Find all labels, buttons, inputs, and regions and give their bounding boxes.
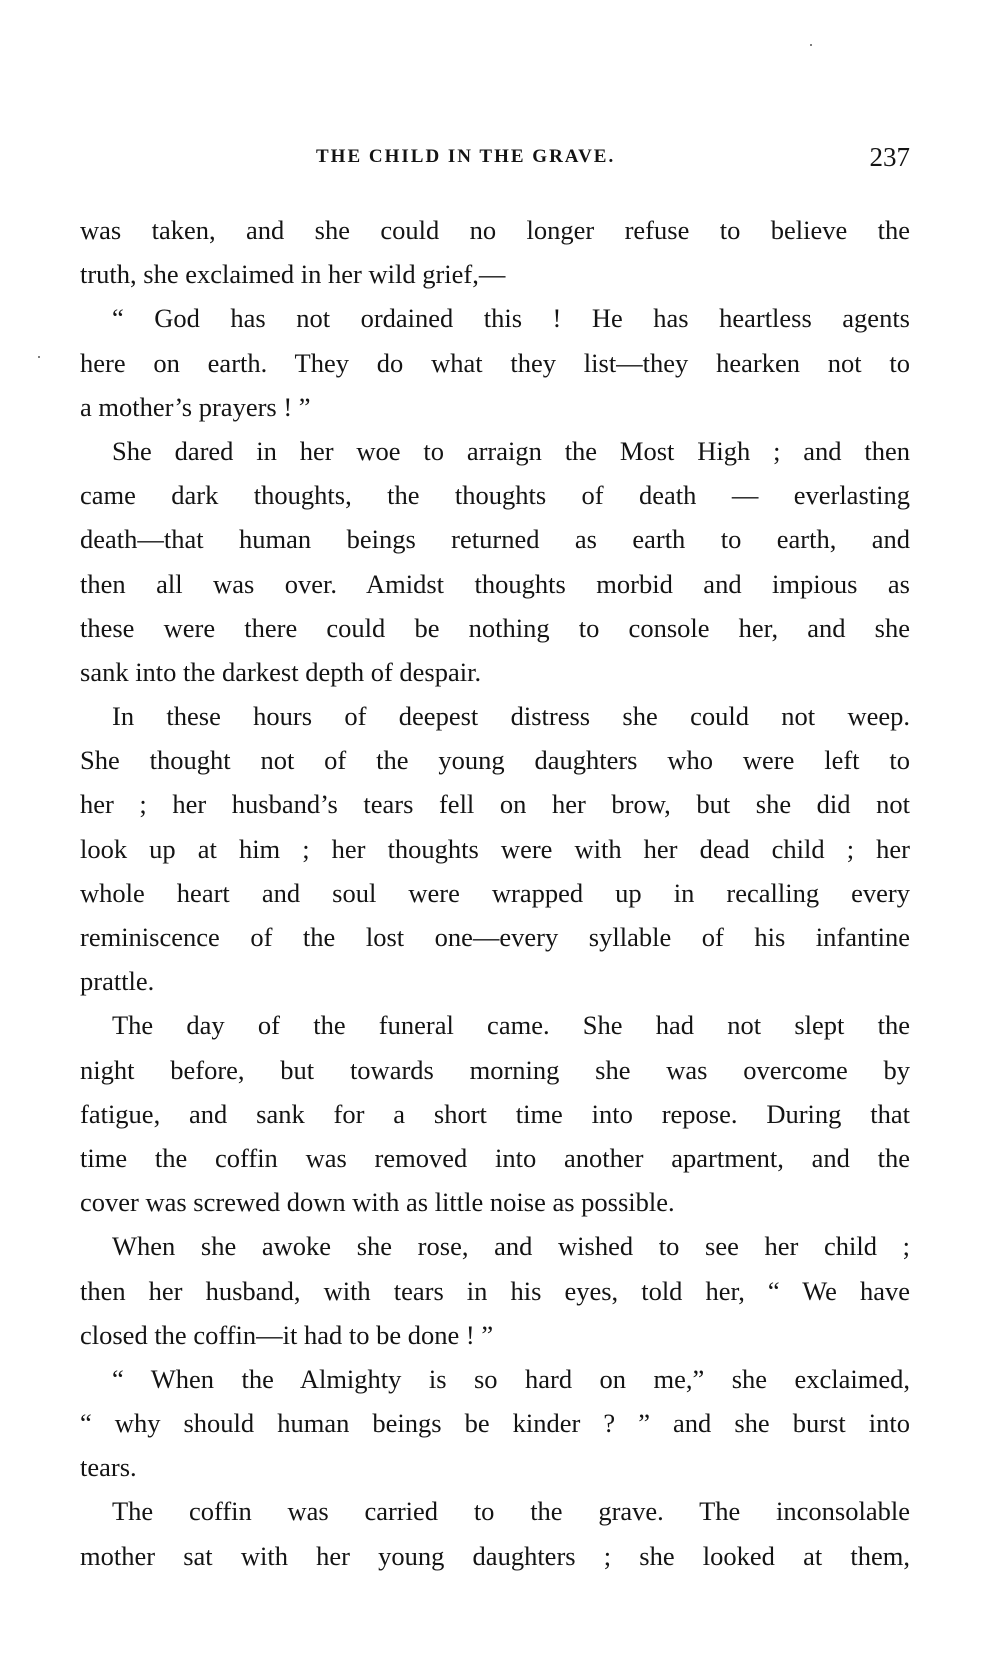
- paragraph: [80, 694, 910, 1003]
- text-line: night before, but towards morning she was overcome by: [80, 1054, 910, 1085]
- body-text: [80, 208, 910, 1578]
- text-line: came dark thoughts, the thoughts of death — everlasting: [80, 480, 910, 511]
- text-line: fatigue, and sank for a short time into repose. During that: [80, 1098, 910, 1129]
- text-line: then all was over. Amidst thoughts morbid and impious as: [80, 568, 910, 599]
- text-line: reminiscence of the lost one—every syllable of his infantine: [80, 922, 910, 952]
- text-line: She thought not of the young daughters who were left to: [80, 745, 910, 776]
- text-line: cover was screwed down with as little noise as possible.: [80, 1187, 675, 1218]
- running-head: THE CHILD IN THE GRAVE.: [316, 146, 616, 167]
- paragraph: [80, 429, 910, 694]
- text-line: sank into the darkest depth of despair.: [80, 656, 482, 687]
- text-line: closed the coffin—it had to be done ! ”: [80, 1319, 494, 1350]
- text-line: here on earth. They do what they list—they hearken not to: [80, 347, 910, 378]
- text-line: “ God has not ordained this ! He has heartless agents: [112, 303, 910, 334]
- paragraph: [80, 1489, 910, 1577]
- text-line: When she awoke she rose, and wished to see her child ;: [112, 1231, 910, 1262]
- page-number: 237: [869, 142, 910, 172]
- text-line: a mother’s prayers ! ”: [80, 391, 311, 422]
- text-line: then her husband, with tears in his eyes, told her, “ We have: [80, 1275, 910, 1306]
- paper-speck: [810, 44, 812, 46]
- text-line: her ; her husband’s tears fell on her brow, but she did not: [80, 789, 910, 820]
- text-line: look up at him ; her thoughts were with her dead child ; her: [80, 833, 910, 864]
- text-line: In these hours of deepest distress she could not weep.: [112, 701, 910, 732]
- paragraph: [80, 208, 910, 296]
- text-line: was taken, and she could no longer refuse to believe the: [80, 215, 910, 245]
- text-line: She dared in her woe to arraign the Most High ; and then: [112, 435, 910, 466]
- page-header: [80, 142, 910, 182]
- text-line: whole heart and soul were wrapped up in recalling every: [80, 877, 910, 908]
- text-line: time the coffin was removed into another apartment, and the: [80, 1142, 910, 1173]
- text-line: The day of the funeral came. She had not slept the: [112, 1010, 910, 1041]
- paragraph: [80, 296, 910, 429]
- text-line: truth, she exclaimed in her wild grief,—: [80, 259, 506, 290]
- text-line: “ why should human beings be kinder ? ” and she burst into: [80, 1408, 910, 1439]
- paragraph: [80, 1003, 910, 1224]
- text-line: death—that human beings returned as earth to earth, and: [80, 524, 910, 555]
- text-line: mother sat with her young daughters ; she looked at them,: [80, 1540, 910, 1571]
- text-line: tears.: [80, 1452, 137, 1483]
- text-line: prattle.: [80, 966, 155, 997]
- text-line: The coffin was carried to the grave. The inconsolable: [112, 1496, 910, 1527]
- paper-speck: [38, 356, 40, 358]
- paragraph: [80, 1357, 910, 1490]
- paragraph: [80, 1224, 910, 1357]
- text-line: these were there could be nothing to console her, and she: [80, 612, 910, 643]
- text-line: “ When the Almighty is so hard on me,” she exclaimed,: [112, 1363, 910, 1394]
